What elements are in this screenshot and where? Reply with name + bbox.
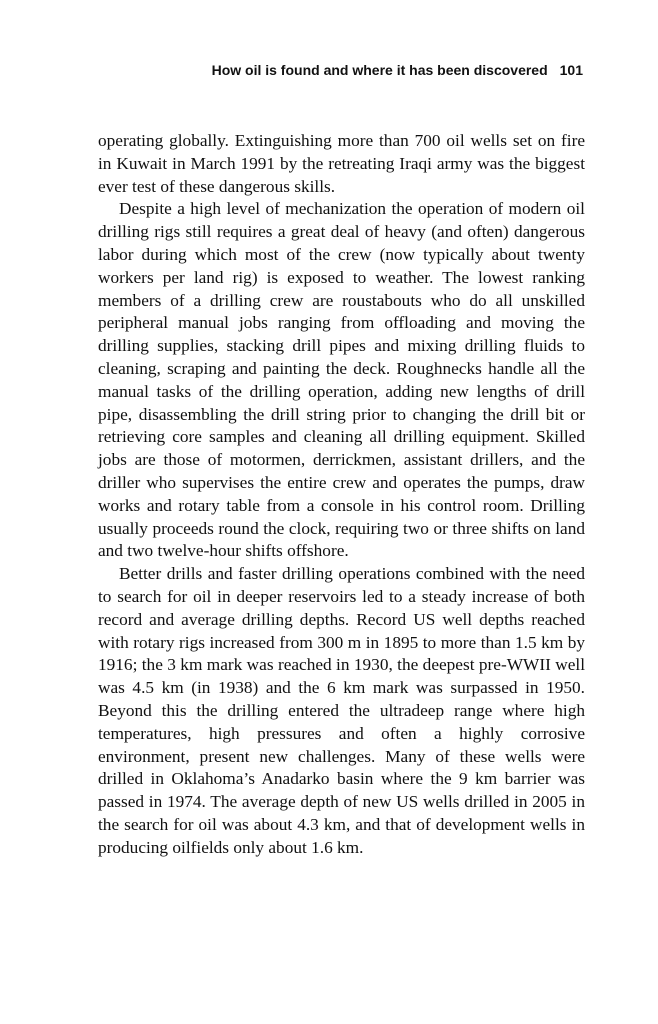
page-number: 101 [559,62,583,78]
running-title: How oil is found and where it has been discovered [211,62,548,78]
body-text [98,130,585,860]
paragraph-drilling-labor: Despite a high level of mechanization the operation of modern oil drilling rigs still requires a great deal of heavy (and often) dangerous labor during which most of the crew (now typically about twenty workers per land rig) is exposed to weather. The lowest ranking members of a drilling crew are roustabouts who do all unskilled peripheral manual jobs ranging from offloading and moving the drilling supplies, stacking drill pipes and mixing drilling fluids to cleaning, scraping and painting the deck. Roughnecks handle all the manual tasks of the drilling operation, adding new lengths of drill pipe, disassembling the drill string prior to changing the drill bit or retrieving core samples and cleaning all drilling equipment. Skilled jobs are those of motormen, derrickmen, assistant drillers, and the driller who supervises the entire crew and operates the pumps, draw works and rotary table from a console in his control room. Drilling usually proceeds round the clock, requiring two or three shifts on land and two twelve-hour shifts offshore. [98,199,585,561]
running-head [212,61,583,79]
paragraph-drilling-depths: Better drills and faster drilling operations combined with the need to search for oil in deeper reservoirs led to a steady increase of both record and average drilling depths. Record US well depths reached with rotary rigs increased from 300 m in 1895 to more than 1.5 km by 1916; the 3 km mark was reached in 1930, the deepest pre-WWII well was 4.5 km (in 1938) and the 6 km mark was surpassed in 1950. Beyond this the drilling entered the ultradeep range where high temperatures, high pressures and often a highly corrosive environment, present new challenges. Many of these wells were drilled in Oklahoma’s Anadarko basin where the 9 km barrier was passed in 1974. The average depth of new US wells drilled in 2005 in the search for oil was about 4.3 km, and that of development wells in producing oilfields only about 1.6 km. [98,564,585,857]
paragraph-continued: operating globally. Extinguishing more than 700 oil wells set on fire in Kuwait in March 1991 by the retreating Iraqi army was the biggest ever test of these dangerous skills. [98,131,585,196]
